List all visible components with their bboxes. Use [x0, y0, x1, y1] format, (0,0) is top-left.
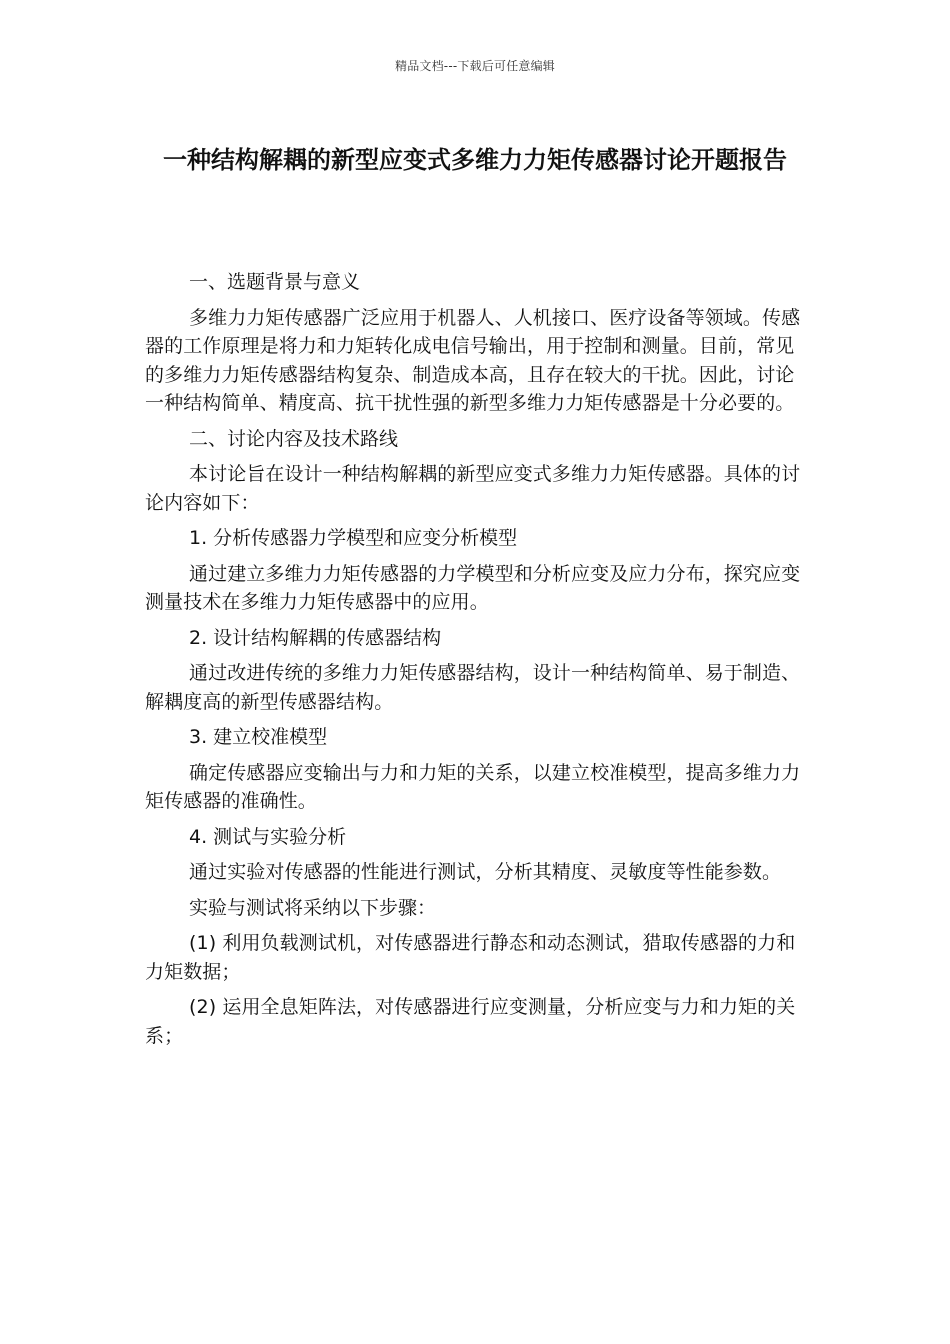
item-heading-2: 2. 设计结构解耦的传感器结构	[189, 626, 442, 649]
document-title: 一种结构解耦的新型应变式多维力力矩传感器讨论开题报告	[163, 146, 787, 174]
section-heading-background: 一、选题背景与意义	[189, 271, 361, 293]
step-1: (1) 利用负载测试机，对传感器进行静态和动态测试，猎取传感器的力和力矩数据；	[145, 932, 796, 983]
step-2: (2) 运用全息矩阵法，对传感器进行应变测量，分析应变与力和力矩的关系；	[145, 996, 796, 1047]
paragraph-item-2: 通过改进传统的多维力力矩传感器结构，设计一种结构简单、易于制造、解耦度高的新型传感器结构。	[145, 662, 801, 713]
item-heading-3: 3. 建立校准模型	[189, 726, 328, 748]
section-heading-content: 二、讨论内容及技术路线	[189, 427, 399, 450]
item-heading-1: 1. 分析传感器力学模型和应变分析模型	[189, 527, 518, 549]
document-body	[145, 268, 809, 1057]
item-heading-4: 4. 测试与实验分析	[189, 825, 347, 848]
paragraph-content-intro: 本讨论旨在设计一种结构解耦的新型应变式多维力力矩传感器。具体的讨论内容如下：	[145, 463, 801, 514]
paragraph-item-1: 通过建立多维力力矩传感器的力学模型和分析应变及应力分布，探究应变测量技术在多维力力矩传感器中的应用。	[145, 562, 801, 613]
paragraph-background: 多维力力矩传感器广泛应用于机器人、人机接口、医疗设备等领域。传感器的工作原理是将力和力矩转化成电信号输出，用于控制和测量。目前，常见的多维力力矩传感器结构复杂、制造成本高，且存在较大的干扰。因此，讨论一种结构简单、精度高、抗干扰性强的新型多维力力矩传感器是十分必要的。	[145, 306, 801, 414]
steps-heading: 实验与测试将采纳以下步骤：	[189, 896, 437, 919]
header-note: 精品文档---下载后可任意编辑	[395, 59, 555, 73]
paragraph-item-4: 通过实验对传感器的性能进行测试，分析其精度、灵敏度等性能参数。	[189, 861, 782, 883]
paragraph-item-3: 确定传感器应变输出与力和力矩的关系，以建立校准模型，提高多维力力矩传感器的准确性。	[145, 761, 801, 812]
